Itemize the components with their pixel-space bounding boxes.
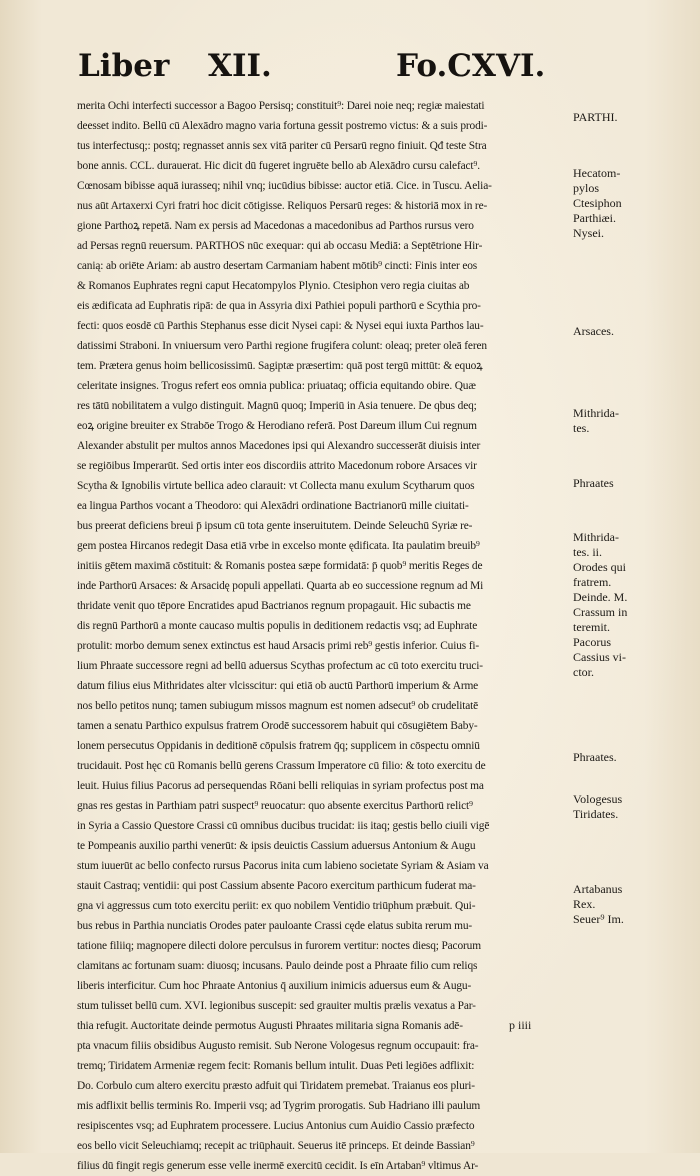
margin-note-line: Mithrida-: [573, 530, 619, 544]
margin-note-line: Nysei.: [573, 226, 604, 240]
text-line: nos bello petitos nunq; tamen subiugum missos magnum est nomen adsecut⁹ ob crudelitatē: [77, 700, 479, 712]
margin-note-line: Seuer⁹ Im.: [573, 912, 624, 926]
text-line: bus rebus in Parthia nunciatis Orodes pater pauloante Crassi cęde elatus subita rerum mu-: [77, 920, 473, 932]
text-line: tamen a senatu Parthico expulsus fratrem Orodē successorem habuit qui cōsugiētem Baby-: [77, 720, 478, 732]
margin-note-line: fratrem.: [573, 575, 612, 589]
text-line: tus interfectusq;: postq; regnasset annis sex vitā pariter cū Persarū regno finiuit. Qđ teste Stra: [77, 140, 487, 152]
text-line: filius dū fingit regis generum esse velle inermē exercitū cecidit. Is eīn Artaban⁹ vltimus Ar-: [77, 1160, 479, 1172]
text-line: res tātū nobilitatem a vulgo distinguit. Magnū quoq; Imperiū in Asia tenuere. De qbus deq;: [77, 400, 477, 412]
margin-note: [573, 530, 627, 680]
text-line: bus preerat deficiens breui p̄ ipsum cū tota gente inseruitutem. Deinde Seleuchū Syriæ re-: [77, 520, 473, 532]
margin-note-line: ctor.: [573, 665, 594, 679]
margin-note-line: Vologesus: [573, 792, 623, 806]
text-line: gnas res gestas in Parthiam patri suspect⁹ reuocatur: quo absente exercitus Parthorū relict⁹: [77, 800, 473, 812]
text-line: tatione filiiq; magnopere dilecti dolore perculsus in furorem vertitur: noctes diesq; Pacorum: [77, 940, 481, 952]
margin-note-line: Ctesiphon: [573, 196, 622, 210]
margin-note-line: Mithrida-: [573, 406, 619, 420]
text-line: pta vnacum filiis obsidibus Augusto remisit. Sub Nerone Vologesus regnum occupauit: fra-: [77, 1040, 479, 1052]
text-line: bone annis. CCL. durauerat. Hic dicit dū fugeret ingruēte bello ab Alexādro cursu calefact⁹.: [77, 160, 480, 172]
margin-note-line: Orodes qui: [573, 560, 626, 574]
text-line: protulit: morbo demum senex extinctus est haud Arsacis primi reb⁹ gestis inferior. Cuius fi-: [77, 640, 480, 652]
text-line: trucidauit. Post hęc cū Romanis bellū gerens Crassum Imperatore cū filio: & toto exercitu de: [77, 760, 486, 772]
text-line: celeritate insignes. Trogus refert eos omnia publica: priuataq; officia equitando obire. Quæ: [77, 380, 476, 392]
margin-note-line: Deinde. M.: [573, 590, 628, 604]
text-line: eis ædificata ad Euphratis ripā: de qua in Assyria dixi Pathiei populi parthorū e Scythia pro-: [77, 300, 481, 312]
margin-note-line: Arsaces.: [573, 324, 614, 338]
text-line: stum iuuerūt ac bello confecto rursus Pacorus inita cum labieno societate Syriam & Asiam va: [77, 860, 489, 872]
text-line: eos bello vicit Seleuchiamq; recepit ac triūphauit. Seuerus itē princeps. Et deinde Bassian⁹: [77, 1140, 475, 1152]
running-header: [78, 44, 558, 92]
text-line: tem. Prætera genus hoim bellicosissimū. Sagiptæ præsertim: quā post tergū mittūt: & equoꝝ: [77, 360, 483, 372]
margin-note-line: Cassius vi-: [573, 650, 627, 664]
text-line: Scytha & Ignobilis virtute bellica adeo clarauit: vt Collecta manu exulum Scytharum quos: [77, 480, 475, 492]
header-folio: Fo.CXVI.: [396, 48, 546, 84]
margin-note-line: PARTHI.: [573, 110, 618, 124]
text-line: gione Parthoꝝ repetā. Nam ex persis ad Macedonas a macedonibus ad Parthos rursus vero: [77, 220, 474, 232]
margin-note-line: Hecatom-: [573, 166, 621, 180]
text-line: lonem persecutus Oppidanis in deditionē cōpulsis fratrem q̄q; supplicem in cōspectu omniū: [77, 740, 480, 752]
text-line: eoꝝ origine breuiter ex Strabōe Trogo & Herodiano referā. Post Dareum illum Cui regnum: [77, 420, 477, 432]
text-line: Cœnosam bibisse aquā iurasseq; nihil vnq; iucūdius bibisse: auctor etiā. Cice. in Tuscu. Aelia-: [77, 180, 492, 192]
margin-note-line: teremit.: [573, 620, 610, 634]
margin-note: [573, 750, 617, 765]
margin-note-line: Artabanus: [573, 882, 623, 896]
text-line: resipiscentes vsq; ad Euphratem processere. Lucius Antonius cum Auidio Cassio præfecto: [77, 1120, 475, 1132]
text-line: stum tulisset bellū cum. XVI. legionibus suscepit: sed grauiter multis prælis vexatus a Par-: [77, 1000, 476, 1012]
text-line: fecti: quos eosdē cū Parthis Stephanus esse dicit Nysei capi: & Nysei equi iuxta Parthos lau-: [77, 320, 484, 332]
margin-note: [573, 406, 619, 436]
text-line: datissimi Straboni. In vniuersum vero Parthi regione frugifera colunt: oleaq; preter oleā feren: [77, 340, 487, 352]
margin-note: [573, 110, 618, 125]
text-line: inde Parthorū Arsaces: & Arsacidę populi appellati. Quarta ab eo successione regnum ad Mi: [77, 580, 484, 592]
text-line: lium Phraate successore regni ad bellū aduersus Scythas profectum ac cū toto exercitu truci-: [77, 660, 483, 672]
signature-mark: p iiii: [509, 1018, 532, 1032]
margin-note-line: Pacorus: [573, 635, 611, 649]
text-line: dis regnū Parthorū a monte caucaso multis populis in deditionem redactis vsq; ad Euphrate: [77, 620, 478, 632]
text-line: te Pompeanis auxilio parthi venerūt: & ipsis deuictis Cassium aduersus Antonium & Augu: [77, 840, 476, 852]
margin-note: [573, 882, 624, 927]
margin-note-line: tes. ii.: [573, 545, 602, 559]
text-line: canią: ab oriēte Ariam: ab austro desertam Carmaniam habent mōtib⁹ cincti: Finis inter eos: [77, 260, 478, 272]
margin-note-line: Phraates: [573, 476, 614, 490]
text-line: Do. Corbulo cum altero exercitu præsto adfuit qui Tiridatem premebat. Traianus eos pluri-: [77, 1080, 475, 1092]
margin-note-line: Parthiæi.: [573, 211, 617, 225]
text-line: thia refugit. Auctoritate deinde permotus Augusti Phraates militaria signa Romanis adē-: [77, 1020, 463, 1032]
margin-note-line: Crassum in: [573, 605, 628, 619]
text-line: merita Ochi interfecti successor a Bagoo Persisq; constituit⁹: Darei noie neq; regiæ maiestati: [77, 100, 485, 112]
text-line: leuit. Huius filius Pacorus ad persequendas Rōani belli reliquias in syriam profectus post ma: [77, 780, 484, 792]
margin-note: [573, 166, 622, 241]
text-line: initiis gētem maximā cōstituit: & Romanis postea sæpe formidatā: p̄ quob⁹ meritis Reges de: [77, 560, 483, 572]
text-line: se regiōibus Imperarūt. Sed ortis inter eos discordiis attrito Macedonum robore Arsaces vir: [77, 460, 477, 472]
text-line: gna vi aggressus cum toto exercitu periit: ex quo nobilem Ventidio triūphum præbuit. Qui-: [77, 900, 476, 912]
margin-note: [573, 476, 614, 491]
text-line: ad Persas regnū reuersum. PARTHOS nūc exequar: qui ab occasu Mediā: a Septētrione Hir-: [77, 240, 483, 252]
margin-note-line: pylos: [573, 181, 600, 195]
margin-note-line: Rex.: [573, 897, 596, 911]
text-line: deesset indito. Bellū cū Alexādro magno varia fortuna gessit postremo victus: & a suis prodi-: [77, 120, 488, 132]
text-line: clamitans ac fortunam suam: diuosq; incusans. Paulo deinde post a Phraate filio cum reliqs: [77, 960, 478, 972]
text-line: nus aūt Artaxerxi Cyri fratri hoc dicit cōtigisse. Reliquos Persarū reges: & historiā mox in re-: [77, 200, 488, 212]
text-line: tremq; Tiridatem Armeniæ regem fecit: Romanis bellum intulit. Duas Peti legiōes adflixit:: [77, 1060, 475, 1072]
main-text-column: [77, 96, 569, 1176]
text-line: Alexander abstulit per multos annos Macedones ipsi qui Alexandro successerāt diuisis inter: [77, 440, 481, 452]
margin-note-line: tes.: [573, 421, 590, 435]
text-line: stauit Castraq; ventidii: qui post Cassium absente Pacoro exercitum parthicum fuderat ma-: [77, 880, 476, 892]
margin-note: [573, 792, 622, 822]
text-line: gem postea Hircanos redegit Dasa etiā vrbe in excelso monte ędificata. Ita paulatim breuib⁹: [77, 540, 480, 552]
text-line: ea lingua Parthos vocant a Theodoro: qui Alexādri ordinatione Bactrianorū mille ciuitati-: [77, 500, 469, 512]
header-book-number: XII.: [208, 48, 272, 84]
margin-note: [573, 324, 614, 339]
text-line: liberis interficitur. Cum hoc Phraate Antonius q̄ auxilium inimicis aduersus eum & Augu-: [77, 980, 472, 992]
text-line: thridate venit quo tēpore Encratides apud Bactrianos regnum propagauit. Hic subactis me: [77, 600, 471, 612]
text-line: & Romanos Euphrates regni caput Hecatompylos Plynio. Ctesiphon vero regia ciuitas ab: [77, 280, 470, 292]
margin-note-line: Phraates.: [573, 750, 617, 764]
show-through-text: [640, 90, 700, 560]
text-line: in Syria a Cassio Questore Crassi cū omnibus ducibus trucidat: iis itaq; gestis bello ciuili vigē: [77, 820, 490, 832]
margin-note-line: Tiridates.: [573, 807, 619, 821]
text-line: mis adflixit bellis terminis Ro. Imperii vsq; ad Tygrim prorogatis. Sub Hadriano illi paulum: [77, 1100, 481, 1112]
text-line: datum filius eius Mithridates alter vlcisscitur: qui etiā ob auctū Parthorū imperium & Arme: [77, 680, 479, 692]
header-liber: Liber: [78, 48, 170, 84]
